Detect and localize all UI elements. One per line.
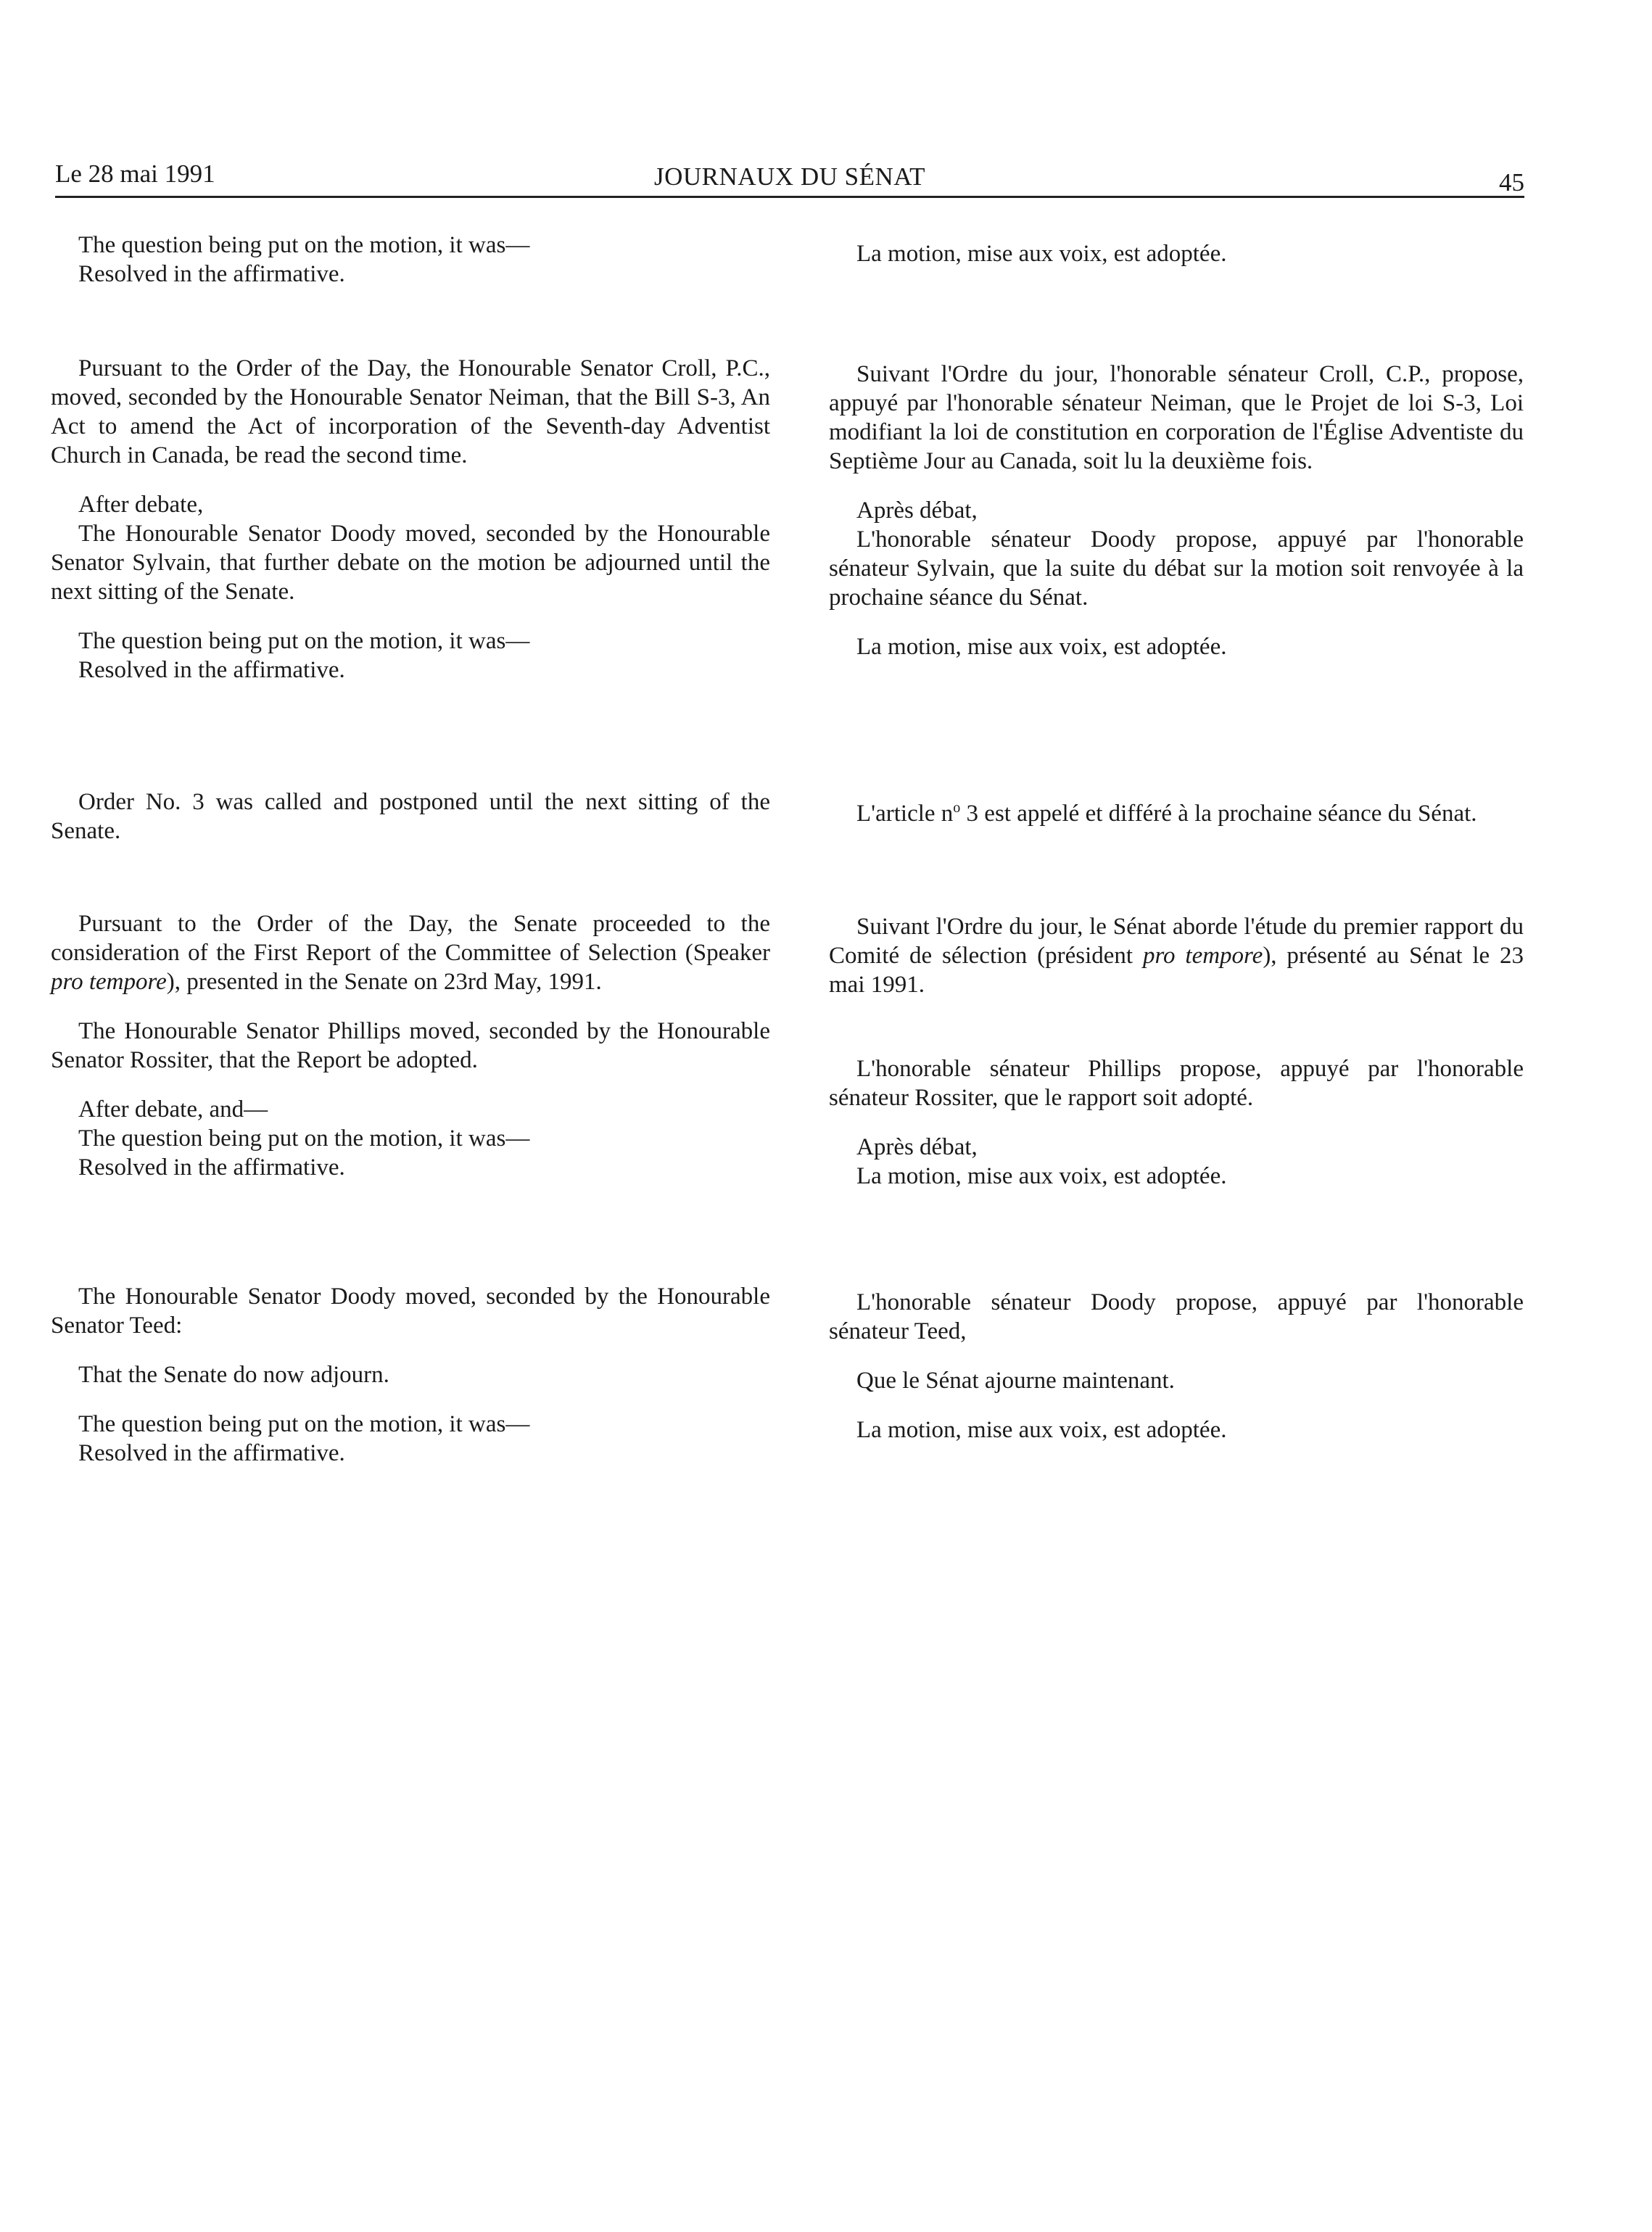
en-s4-phillips-motion: The Honourable Senator Phillips moved, seconded by the Honourable Senator Rossiter, that the Report be adopted. [51,1018,770,1073]
en-s5-adjourn: That the Senate do now adjourn. [78,1362,389,1388]
running-head [55,155,1524,198]
en-s4-intro-after: ), presented in the Senate on 23rd May, 1991. [166,969,602,995]
en-section-5 [51,1282,770,1468]
fr-s4-after-debate: Après débat, [856,1134,978,1160]
fr-s4-intro-italic: pro tempore [1142,943,1263,969]
fr-s4-intro-before: Suivant l'Ordre du jour, le Sénat aborde l'étude du premier rapport du Comité de sélection (président [829,914,1524,969]
en-s4-question: The question being put on the motion, it was— [78,1125,530,1152]
en-s2-after-debate: After debate, [78,492,204,518]
en-s2-doody-motion: The Honourable Senator Doody moved, seconded by the Honourable Senator Sylvain, that further debate on the motion be adjourned until the next sitting of the Senate. [51,521,770,605]
en-section-3 [51,788,770,846]
fr-s5-doody-motion: L'honorable sénateur Doody propose, appuyé par l'honorable sénateur Teed, [829,1289,1524,1344]
header-date: Le 28 mai 1991 [55,160,215,188]
fr-s3-order [829,793,1524,828]
fr-s2-doody-motion: L'honorable sénateur Doody propose, appuyé par l'honorable sénateur Sylvain, que la suite du débat sur la motion soit renvoyée à la prochaine séance du Sénat. [829,526,1524,611]
fr-s3-order-after: 3 est appelé et différé à la prochaine séance du Sénat. [960,801,1477,827]
fr-section-2 [829,360,1524,661]
en-s1-question: The question being put on the motion, it was— [78,232,530,258]
en-s2-resolved: Resolved in the affirmative. [78,657,345,683]
fr-s4-adopted: La motion, mise aux voix, est adoptée. [856,1163,1227,1189]
fr-s2-motion: Suivant l'Ordre du jour, l'honorable sénateur Croll, C.P., propose, appuyé par l'honorable sénateur Neiman, que le Projet de loi S-3, Loi modifiant la loi de constitution en corporation de l'Église Adventiste du Septième Jour au Canada, soit lu la deuxième fois. [829,361,1524,474]
en-s4-intro-italic: pro tempore [51,969,167,995]
fr-section-4 [829,912,1524,999]
en-s1-resolved: Resolved in the affirmative. [78,261,345,287]
en-section-1 [51,231,770,289]
journal-title: JOURNAUX DU SÉNAT [653,162,926,191]
fr-section-3 [829,793,1524,828]
fr-s4-phillips-motion: L'honorable sénateur Phillips propose, appuyé par l'honorable sénateur Rossiter, que le rapport soit adopté. [829,1056,1524,1111]
fr-s4-intro-after: ), présenté au Sénat le 23 mai 1991. [829,943,1524,998]
en-section-4 [51,909,770,1182]
fr-s3-order-sup: o [953,800,961,816]
fr-s5-adopted: La motion, mise aux voix, est adoptée. [856,1417,1227,1443]
en-s5-resolved: Resolved in the affirmative. [78,1440,345,1466]
en-s2-question: The question being put on the motion, it was— [78,628,530,654]
en-s5-question: The question being put on the motion, it was— [78,1411,530,1437]
fr-s1-adopted: La motion, mise aux voix, est adoptée. [856,241,1227,267]
fr-s2-after-debate: Après débat, [856,497,978,524]
en-s4-after-debate: After debate, and— [78,1096,268,1123]
fr-s2-adopted: La motion, mise aux voix, est adoptée. [856,634,1227,660]
fr-s3-order-before: L'article n [856,801,954,827]
en-section-2 [51,354,770,685]
fr-section-5 [829,1288,1524,1444]
page-number: 45 [1499,168,1524,197]
en-s4-intro [51,909,770,996]
en-s3-order: Order No. 3 was called and postponed until the next sitting of the Senate. [51,789,770,844]
en-s5-doody-motion: The Honourable Senator Doody moved, seconded by the Honourable Senator Teed: [51,1284,770,1339]
fr-section-1 [829,239,1524,268]
en-s2-motion: Pursuant to the Order of the Day, the Honourable Senator Croll, P.C., moved, seconded by the Honourable Senator Neiman, that the Bill S-3, An Act to amend the Act of incorporation of the Seventh-day Adventist Church in Canada, be read the second time. [51,355,770,468]
fr-section-4b [829,1054,1524,1191]
en-s4-resolved: Resolved in the affirmative. [78,1154,345,1181]
fr-s4-intro [829,912,1524,999]
fr-s5-adjourn: Que le Sénat ajourne maintenant. [856,1368,1175,1394]
en-s4-intro-before: Pursuant to the Order of the Day, the Senate proceeded to the consideration of the First Report of the Committee of Selection (Speaker [51,911,770,966]
